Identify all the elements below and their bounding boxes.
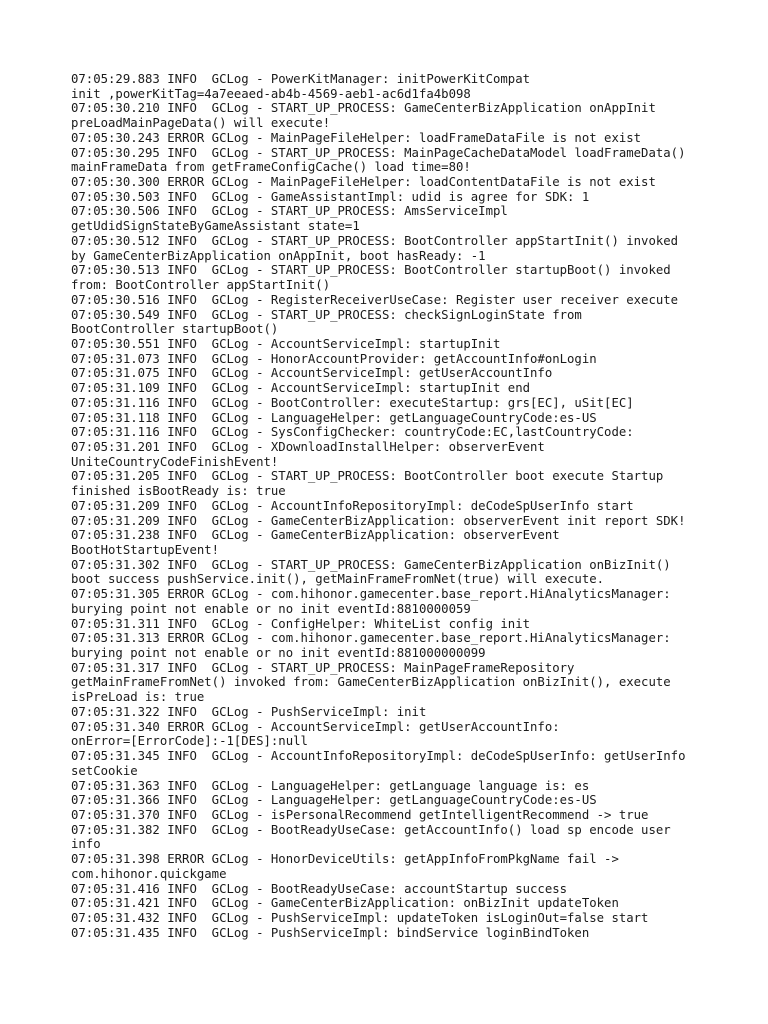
log-line: 07:05:31.366 INFO GCLog - LanguageHelper: getLanguageCountryCode:es-US xyxy=(71,793,597,808)
log-line: 07:05:31.435 INFO GCLog - PushServiceImpl: bindService loginBindToken xyxy=(71,925,590,940)
log-line: 07:05:31.238 INFO GCLog - GameCenterBizApplication: observerEvent xyxy=(71,528,560,543)
log-line: preLoadMainPageData() will execute! xyxy=(71,116,331,131)
log-line: 07:05:31.311 INFO GCLog - ConfigHelper: WhiteList config init xyxy=(71,616,531,631)
log-line: getUdidSignStateByGameAssistant state=1 xyxy=(71,219,360,234)
log-line: 07:05:30.243 ERROR GCLog - MainPageFileHelper: loadFrameDataFile is not exist xyxy=(71,130,642,145)
log-line: 07:05:31.205 INFO GCLog - START_UP_PROCESS: BootController boot execute Startup xyxy=(71,469,664,484)
log-line: info xyxy=(71,837,101,852)
log-line: 07:05:30.300 ERROR GCLog - MainPageFileHelper: loadContentDataFile is not exist xyxy=(71,175,656,190)
log-line: mainFrameData from getFrameConfigCache() load time=80! xyxy=(71,160,471,175)
log-line: 07:05:31.075 INFO GCLog - AccountServiceImpl: getUserAccountInfo xyxy=(71,366,553,381)
log-line: 07:05:31.432 INFO GCLog - PushServiceImpl: updateToken isLoginOut=false start xyxy=(71,910,649,925)
log-line: 07:05:30.503 INFO GCLog - GameAssistantImpl: udid is agree for SDK: 1 xyxy=(71,189,590,204)
log-line: 07:05:31.370 INFO GCLog - isPersonalRecommend getIntelligentRecommend -> true xyxy=(71,807,649,822)
log-line: 07:05:29.883 INFO GCLog - PowerKitManager: initPowerKitCompat xyxy=(71,72,531,86)
log-line: 07:05:30.551 INFO GCLog - AccountServiceImpl: startupInit xyxy=(71,336,501,351)
log-line: 07:05:31.363 INFO GCLog - LanguageHelper: getLanguage language is: es xyxy=(71,778,590,793)
log-text-block xyxy=(71,72,728,940)
log-line: 07:05:31.116 INFO GCLog - SysConfigChecker: countryCode:EC,lastCountryCode: xyxy=(71,425,634,440)
log-line: 07:05:30.506 INFO GCLog - START_UP_PROCESS: AmsServiceImpl xyxy=(71,204,508,219)
log-line: 07:05:31.313 ERROR GCLog - com.hihonor.gamecenter.base_report.HiAnalyticsManager: xyxy=(71,631,671,646)
log-line: UniteCountryCodeFinishEvent! xyxy=(71,454,279,469)
log-line: 07:05:31.421 INFO GCLog - GameCenterBizApplication: onBizInit updateToken xyxy=(71,896,619,911)
log-line: BootHotStartupEvent! xyxy=(71,543,220,557)
log-line: by GameCenterBizApplication onAppInit, boot hasReady: -1 xyxy=(71,248,486,263)
log-line: 07:05:31.345 INFO GCLog - AccountInfoRepositoryImpl: deCodeSpUserInfo: getUserInfo xyxy=(71,749,686,764)
log-line: 07:05:30.549 INFO GCLog - START_UP_PROCESS: checkSignLoginState from xyxy=(71,307,582,322)
log-line: 07:05:30.210 INFO GCLog - START_UP_PROCESS: GameCenterBizApplication onAppInit xyxy=(71,101,656,116)
log-line: 07:05:31.416 INFO GCLog - BootReadyUseCase: accountStartup success xyxy=(71,881,568,896)
log-line: boot success pushService.init(), getMainFrameFromNet(true) will execute. xyxy=(71,572,605,587)
log-line: 07:05:30.295 INFO GCLog - START_UP_PROCESS: MainPageCacheDataModel loadFrameData() xyxy=(71,145,686,160)
log-line: 07:05:30.513 INFO GCLog - START_UP_PROCESS: BootController startupBoot() invoked xyxy=(71,263,671,278)
log-line: com.hihonor.quickgame xyxy=(71,866,227,881)
log-line: 07:05:31.302 INFO GCLog - START_UP_PROCESS: GameCenterBizApplication onBizInit() xyxy=(71,557,671,572)
log-line: 07:05:31.317 INFO GCLog - START_UP_PROCESS: MainPageFrameRepository xyxy=(71,660,575,675)
log-line: finished isBootReady is: true xyxy=(71,484,286,499)
log-line: 07:05:31.201 INFO GCLog - XDownloadInstallHelper: observerEvent xyxy=(71,439,545,454)
log-line: 07:05:31.073 INFO GCLog - HonorAccountProvider: getAccountInfo#onLogin xyxy=(71,351,597,366)
log-line: burying point not enable or no init eventId:8810000059 xyxy=(71,601,471,616)
log-line: 07:05:31.340 ERROR GCLog - AccountServiceImpl: getUserAccountInfo: xyxy=(71,719,560,734)
log-line: BootController startupBoot() xyxy=(71,322,279,337)
log-line: init ,powerKitTag=4a7eeaed-ab4b-4569-aeb1-ac6d1fa4b098 xyxy=(71,86,471,101)
log-line: getMainFrameFromNet() invoked from: GameCenterBizApplication onBizInit(), execute xyxy=(71,675,671,690)
log-line: isPreLoad is: true xyxy=(71,690,205,705)
log-line: 07:05:31.209 INFO GCLog - AccountInfoRepositoryImpl: deCodeSpUserInfo start xyxy=(71,498,634,513)
log-line: burying point not enable or no init eventId:881000000099 xyxy=(71,646,486,661)
log-line: 07:05:31.398 ERROR GCLog - HonorDeviceUtils: getAppInfoFromPkgName fail -> xyxy=(71,852,619,867)
log-line: setCookie xyxy=(71,763,138,778)
log-line: 07:05:31.209 INFO GCLog - GameCenterBizApplication: observerEvent init report SDK! xyxy=(71,513,686,528)
log-line: 07:05:31.305 ERROR GCLog - com.hihonor.gamecenter.base_report.HiAnalyticsManager: xyxy=(71,587,671,602)
log-line: from: BootController appStartInit() xyxy=(71,278,331,293)
log-line: onError=[ErrorCode]:-1[DES]:null xyxy=(71,734,308,749)
log-line: 07:05:30.512 INFO GCLog - START_UP_PROCESS: BootController appStartInit() invoked xyxy=(71,233,679,248)
log-line: 07:05:31.116 INFO GCLog - BootController: executeStartup: grs[EC], uSit[EC] xyxy=(71,395,634,410)
log-line: 07:05:31.382 INFO GCLog - BootReadyUseCase: getAccountInfo() load sp encode user xyxy=(71,822,671,837)
log-line: 07:05:31.118 INFO GCLog - LanguageHelper: getLanguageCountryCode:es-US xyxy=(71,410,597,425)
log-line: 07:05:31.109 INFO GCLog - AccountServiceImpl: startupInit end xyxy=(71,381,531,396)
log-line: 07:05:30.516 INFO GCLog - RegisterReceiverUseCase: Register user receiver execute xyxy=(71,292,679,307)
log-line: 07:05:31.322 INFO GCLog - PushServiceImpl: init xyxy=(71,704,427,719)
